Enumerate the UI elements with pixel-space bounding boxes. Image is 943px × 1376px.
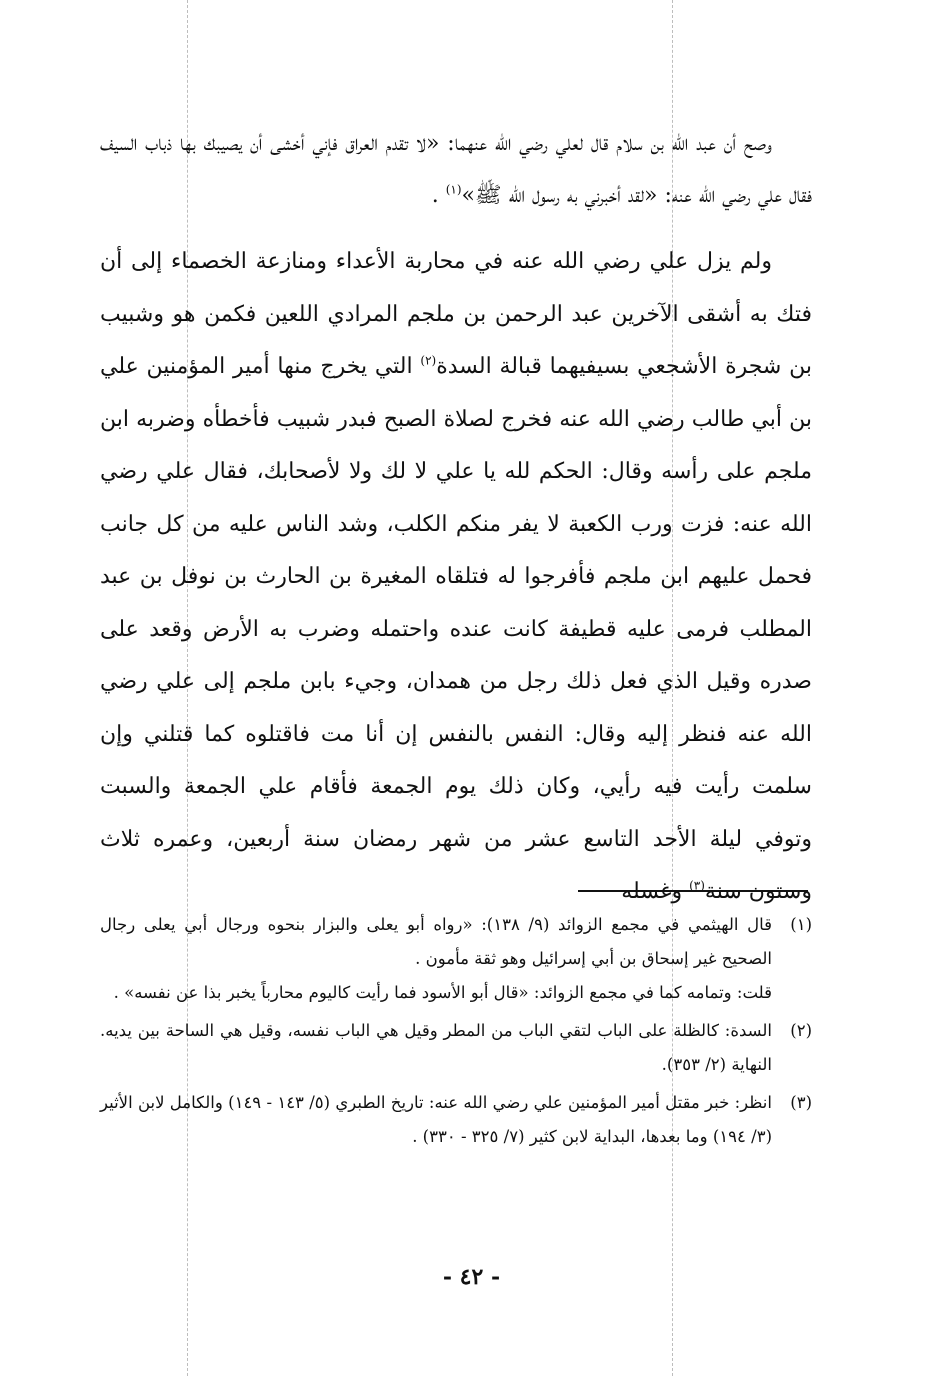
footnote-2 — [100, 1014, 812, 1082]
footnote-1-note: قلت: وتمامه كما في مجمع الزوائد: «قال أبو الأسود فما رأيت كاليوم محارباً يخبر بذا عن نفسه» . — [113, 983, 772, 1002]
paragraph-2 — [100, 236, 812, 919]
paragraph-2-text-b: التي يخرج منها أمير المؤمنين علي بن أبي طالب رضي الله عنه فخرج لصلاة الصبح فبدر شبيب فأخطأه وضربه ابن ملجم على رأسه وقال: الحكم لله يا علي لا لك ولا لأصحابك، فقال علي رضي الله عنه: فزت ورب الكعبة لا يفر منكم الكلب، وشد الناس عليه من كل جانب فحمل عليهم ابن ملجم فأفرجوا له فتلقاه المغيرة بن الحارث بن نوفل بن عبد المطلب فرمى عليه قطيفة كانت عنده واحتمله وضرب به الأرض وقعد على صدره وقيل الذي فعل ذلك رجل من همدان، وجيء بابن ملجم إلى علي رضي الله عنه فنظر إليه وقال: النفس بالنفس إن أنا مت فاقتلوه كما قتلني وإن سلمت رأيت فيه رأيي، وكان ذلك يوم الجمعة فأقام علي الجمعة والسبت وتوفي ليلة الأحد التاسع عشر من شهر رمضان سنة أربعين، وعمره ثلاث وستون سنة — [100, 354, 812, 904]
footnote-ref-3: (٣) — [689, 878, 705, 893]
footnotes — [100, 908, 812, 1158]
footnote-ref-2: (٢) — [420, 353, 437, 368]
paragraph-1-period: . — [431, 183, 439, 208]
paragraph-1 — [100, 118, 812, 222]
paragraph-1-text: وصح أن عبد الله بن سلام قال لعلي رضي الله عنهما: «لا تقدم العراق فإني أخشى أن يصيبك بها ذباب السيف فقال علي رضي الله عنه: «لقد أخبرني به رسول الله ﷺ» — [100, 131, 812, 208]
page-number: - ٤٢ - — [442, 1264, 501, 1290]
footnote-1 — [100, 908, 812, 1010]
paragraph-2-text-c: وغسله — [621, 879, 683, 904]
footnote-2-number: (٢) — [790, 1021, 812, 1040]
footnote-ref-1: (١) — [445, 182, 462, 197]
footnote-2-text: السدة: كالظلة على الباب لتقي الباب من المطر وقيل هي الباب نفسه، وقيل هي الساحة بين يديه. النهاية (٢/ ٣٥٣). — [100, 1021, 772, 1074]
footnote-separator — [578, 890, 808, 892]
paragraph-2-text-a: ولم يزل علي رضي الله عنه في محاربة الأعداء ومنازعة الخصماء إلى أن فتك به أشقى الآخرين عبد الرحمن بن ملجم المرادي اللعين فكمن هو وشبيب بن شجرة الأشجعي بسيفيهما قبالة السدة — [100, 249, 812, 379]
main-text — [100, 118, 812, 919]
footnote-1-number: (١) — [790, 915, 812, 934]
footnote-3 — [100, 1086, 812, 1154]
footnote-3-text: انظر: خبر مقتل أمير المؤمنين علي رضي الله عنه: تاريخ الطبري (٥/ ١٤٣ - ١٤٩) والكامل لابن الأثير (٣/ ١٩٤) وما بعدها، البداية لابن كثير (٧/ ٣٢٥ - ٣٣٠) . — [100, 1093, 772, 1146]
footnote-3-number: (٣) — [790, 1093, 812, 1112]
footnote-1-text: قال الهيثمي في مجمع الزوائد (٩/ ١٣٨): «رواه أبو يعلى والبزار بنحوه ورجال أبي يعلى رجال الصحيح غير إسحاق بن أبي إسرائيل وهو ثقة مأمون . — [100, 915, 772, 968]
